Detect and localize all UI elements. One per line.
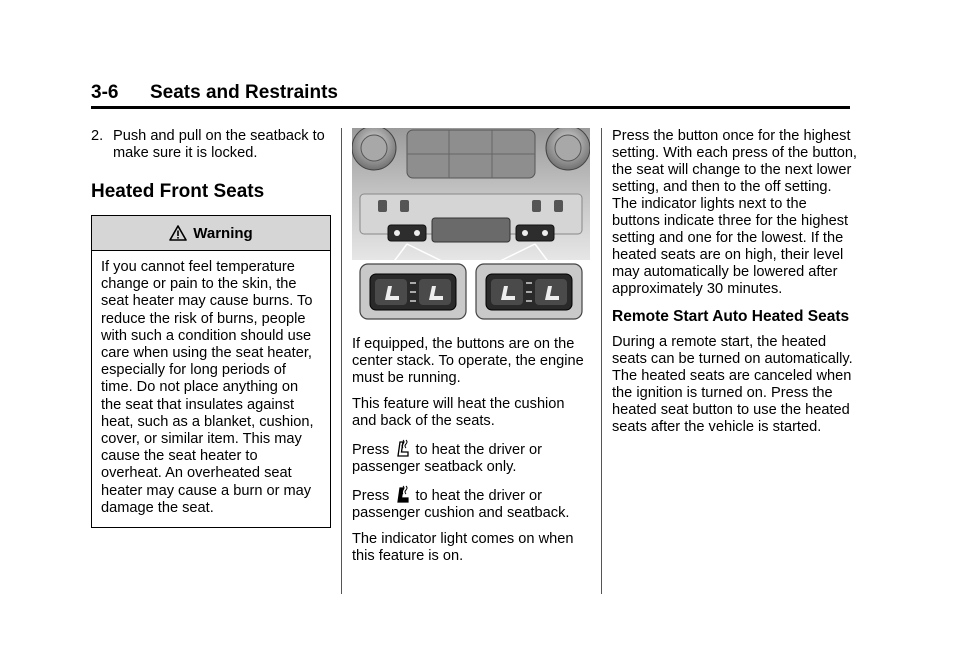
heated-seatback-icon (395, 439, 409, 457)
header-rule (91, 106, 850, 109)
step-text: Push and pull on the seatback to make sure it is locked. (113, 128, 325, 161)
column-1 (91, 128, 331, 528)
warning-header (92, 216, 330, 251)
paragraph-cushion-seatback (352, 485, 592, 522)
column-divider-2 (601, 128, 602, 594)
column-3 (612, 128, 857, 445)
page-header (91, 82, 850, 104)
paragraph-text: to heat the driver or passenger cushion and seatback. (352, 488, 570, 521)
paragraph: The indicator light comes on when this feature is on. (352, 531, 574, 564)
paragraph: During a remote start, the heated seats can be turned on automatically. The heated seats are canceled when the ignition is turned on. Press the heated seat button to use the heated seats after the vehicle is started. (612, 334, 853, 435)
paragraph: If equipped, the buttons are on the center stack. To operate, the engine must be running. (352, 336, 584, 386)
warning-title: Warning (193, 224, 253, 242)
paragraph-text: to heat the driver or passenger seatback only. (352, 442, 542, 475)
column-2 (352, 128, 592, 574)
paragraph: This feature will heat the cushion and back of the seats. (352, 396, 565, 429)
page-number: 3-6 (91, 82, 119, 103)
step-number: 2. (91, 128, 104, 144)
column-divider-1 (341, 128, 342, 594)
heated-seat-controls-photo (352, 128, 590, 322)
warning-body: If you cannot feel temperature change or pain to the skin, the seat heater may cause burns. To reduce the risk of burns, people with such a condition should use care when using the seat heater, especially for long periods of time. Do not place anything on the seat that insulates against heat, such as a blanket, cushion, cover, or similar item. This may cause the seat heater to overheat. An overheated seat heater may cause a burn or may damage the seat. (101, 259, 314, 516)
paragraph: Press the button once for the highest setting. With each press of the button, the seat will change to the next lower setting, and then to the off setting. The indicator lights next to the buttons indicate three for the highest setting and one for the lowest. If the heated seats are on high, their level may automatically be lowered after approximately 30 minutes. (612, 128, 857, 297)
subheading: Remote Start Auto Heated Seats (612, 308, 850, 325)
step-item (91, 128, 331, 162)
section-title: Seats and Restraints (150, 82, 338, 103)
press-label: Press (352, 442, 390, 458)
warning-triangle-icon (169, 225, 187, 241)
section-heading: Heated Front Seats (91, 181, 265, 202)
warning-box (91, 215, 331, 528)
press-label: Press (352, 488, 390, 504)
heated-seat-cushion-icon (395, 485, 409, 503)
paragraph-seatback (352, 439, 592, 476)
